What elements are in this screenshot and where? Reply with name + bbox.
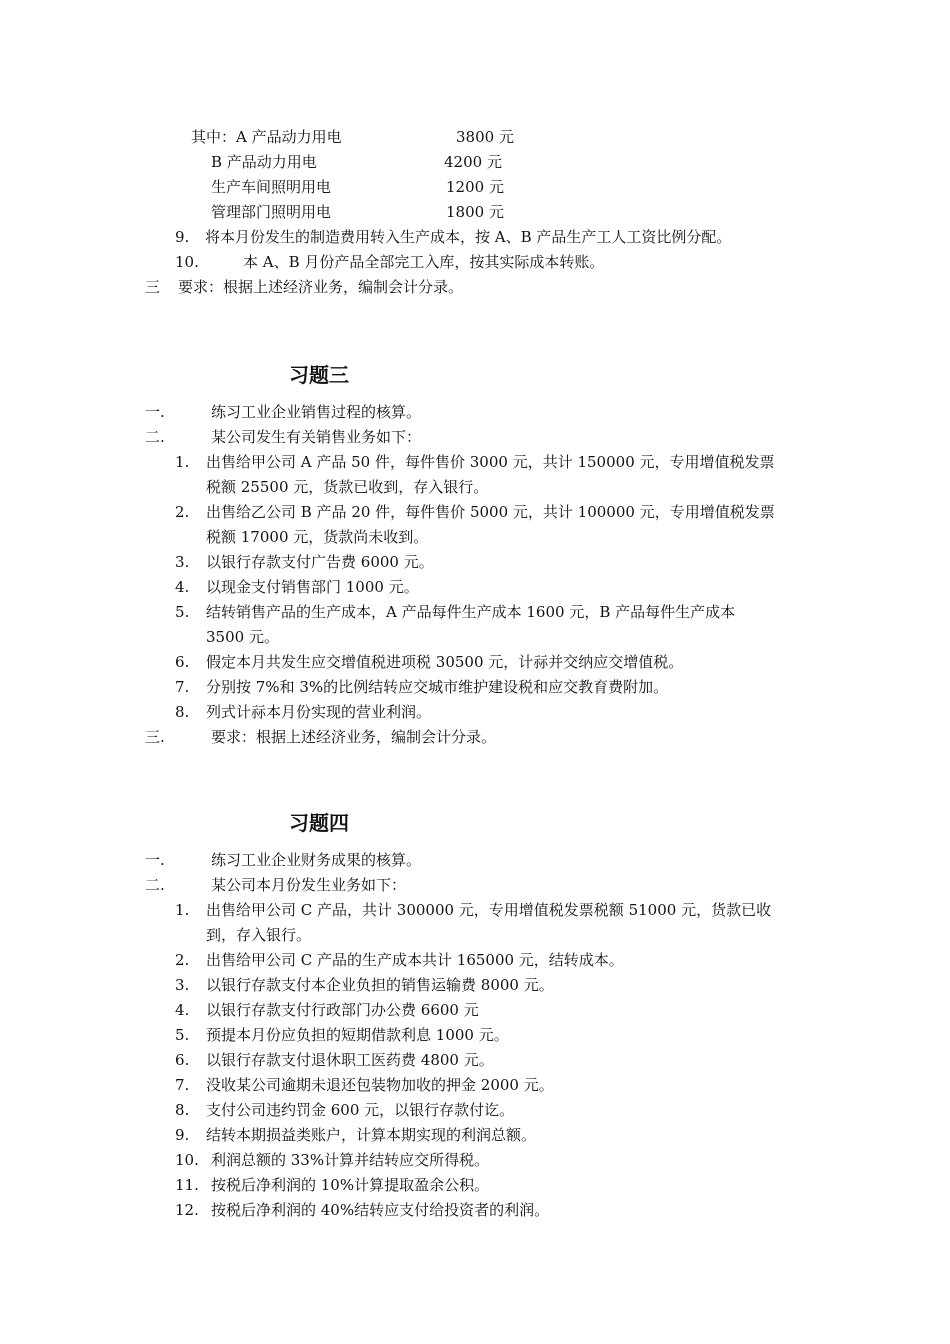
item-number: 5. xyxy=(175,603,190,621)
item-number: 7. xyxy=(175,1076,190,1094)
item-text: 分别按 7%和 3%的比例结转应交城市维护建设税和应交教育费附加。 xyxy=(206,678,669,696)
item-text: 以现金支付销售部门 1000 元。 xyxy=(206,578,419,596)
item-number: 4. xyxy=(175,1001,190,1019)
item-text: 预提本月份应负担的短期借款利息 1000 元。 xyxy=(206,1026,509,1044)
item-text: 列式计祘本月份实现的营业利润。 xyxy=(206,703,432,721)
item-text: 支付公司违约罚金 600 元，以银行存款付讫。 xyxy=(206,1101,515,1119)
item-number: 2. xyxy=(175,951,190,969)
item-text: 结转销售产品的生产成本，A 产品每件生产成本 1600 元，B 产品每件生产成本 xyxy=(206,603,736,621)
item-number: 8. xyxy=(175,1101,190,1119)
section-text: 练习工业企业财务成果的核算。 xyxy=(211,851,422,869)
section-mark: 一. xyxy=(145,851,165,869)
item-text: 以银行存款支付本企业负担的销售运输费 8000 元。 xyxy=(206,976,554,994)
power-label: B 产品动力用电 xyxy=(211,153,317,171)
section-mark: 二. xyxy=(145,876,165,894)
item-text: 按税后净利润的 10%计算提取盈余公积。 xyxy=(211,1176,490,1194)
item-text: 以银行存款支付退休职工医药费 4800 元。 xyxy=(206,1051,494,1069)
power-amount: 1200 元 xyxy=(446,178,504,196)
item-text: 出售给甲公司 A 产品 50 件，每件售价 3000 元，共计 150000 元，专用增值税发票 xyxy=(206,453,775,471)
power-amount: 3800 元 xyxy=(456,128,514,146)
item-10-number: 10. xyxy=(175,253,199,271)
item-number: 3. xyxy=(175,976,190,994)
power-row-0 xyxy=(191,127,342,147)
item-number: 9. xyxy=(175,1126,190,1144)
item-text: 以银行存款支付广告费 6000 元。 xyxy=(206,553,434,571)
item-number: 3. xyxy=(175,553,190,571)
item-text: 结转本期损益类账户，计算本期实现的利润总额。 xyxy=(206,1126,537,1144)
item-number: 10. xyxy=(175,1151,199,1169)
item-text: 出售给甲公司 C 产品的生产成本共计 165000 元，结转成本。 xyxy=(206,951,624,969)
item-number: 6. xyxy=(175,653,190,671)
item-number: 9. xyxy=(175,228,190,246)
section-mark: 二. xyxy=(145,428,165,446)
item-number: 8. xyxy=(175,703,190,721)
item-text: 将本月份发生的制造费用转入生产成本，按 A、B 产品生产工人工资比例分配。 xyxy=(205,228,732,246)
section-text: 某公司发生有关销售业务如下： xyxy=(211,428,422,446)
item-number: 1. xyxy=(175,453,190,471)
item-text: 以银行存款支付行政部门办公费 6600 元 xyxy=(206,1001,479,1019)
item-text: 没收某公司逾期未退还包装物加收的押金 2000 元。 xyxy=(206,1076,554,1094)
item-text: 税额 17000 元，货款尚未收到。 xyxy=(206,528,429,546)
item-text: 3500 元。 xyxy=(206,628,279,646)
requirement-text: 要求：根据上述经济业务，编制会计分录。 xyxy=(178,278,464,296)
item-number: 2. xyxy=(175,503,190,521)
item-number: 6. xyxy=(175,1051,190,1069)
item-number: 5. xyxy=(175,1026,190,1044)
item-text: 出售给甲公司 C 产品，共计 300000 元，专用增值税发票税额 51000 元，货款已收 xyxy=(206,901,772,919)
item-9 xyxy=(175,227,731,247)
power-amount: 4200 元 xyxy=(444,153,502,171)
item-number: 1. xyxy=(175,901,190,919)
exercise-3-title: 习题三 xyxy=(289,363,349,387)
item-text: 出售给乙公司 B 产品 20 件，每件售价 5000 元，共计 100000 元，专用增值税发票 xyxy=(206,503,775,521)
power-label: 生产车间照明用电 xyxy=(211,178,332,196)
item-text: 按税后净利润的 40%结转应支付给投资者的利润。 xyxy=(211,1201,550,1219)
power-label: 管理部门照明用电 xyxy=(211,203,332,221)
item-10-text: 本 A、B 月份产品全部完工入库，按其实际成本转账。 xyxy=(243,253,605,271)
item-number: 4. xyxy=(175,578,190,596)
item-number: 7. xyxy=(175,678,190,696)
section-text: 练习工业企业销售过程的核算。 xyxy=(211,403,422,421)
item-text: 利润总额的 33%计算并结转应交所得税。 xyxy=(211,1151,490,1169)
item-text: 到，存入银行。 xyxy=(206,926,312,944)
section-mark: 一. xyxy=(145,403,165,421)
item-number: 11. xyxy=(175,1176,199,1194)
section-text: 要求：根据上述经济业务，编制会计分录。 xyxy=(211,728,497,746)
requirement-mark: 三 xyxy=(145,278,161,296)
power-label: A 产品动力用电 xyxy=(236,128,342,146)
exercise-4-title: 习题四 xyxy=(289,811,349,835)
section-text: 某公司本月份发生业务如下： xyxy=(211,876,407,894)
power-prefix: 其中： xyxy=(191,128,237,146)
item-text: 假定本月共发生应交增值税进项税 30500 元，计祘并交纳应交增值税。 xyxy=(206,653,684,671)
item-text: 税额 25500 元，货款已收到，存入银行。 xyxy=(206,478,489,496)
section-mark: 三. xyxy=(145,728,165,746)
power-amount: 1800 元 xyxy=(446,203,504,221)
item-number: 12. xyxy=(175,1201,199,1219)
